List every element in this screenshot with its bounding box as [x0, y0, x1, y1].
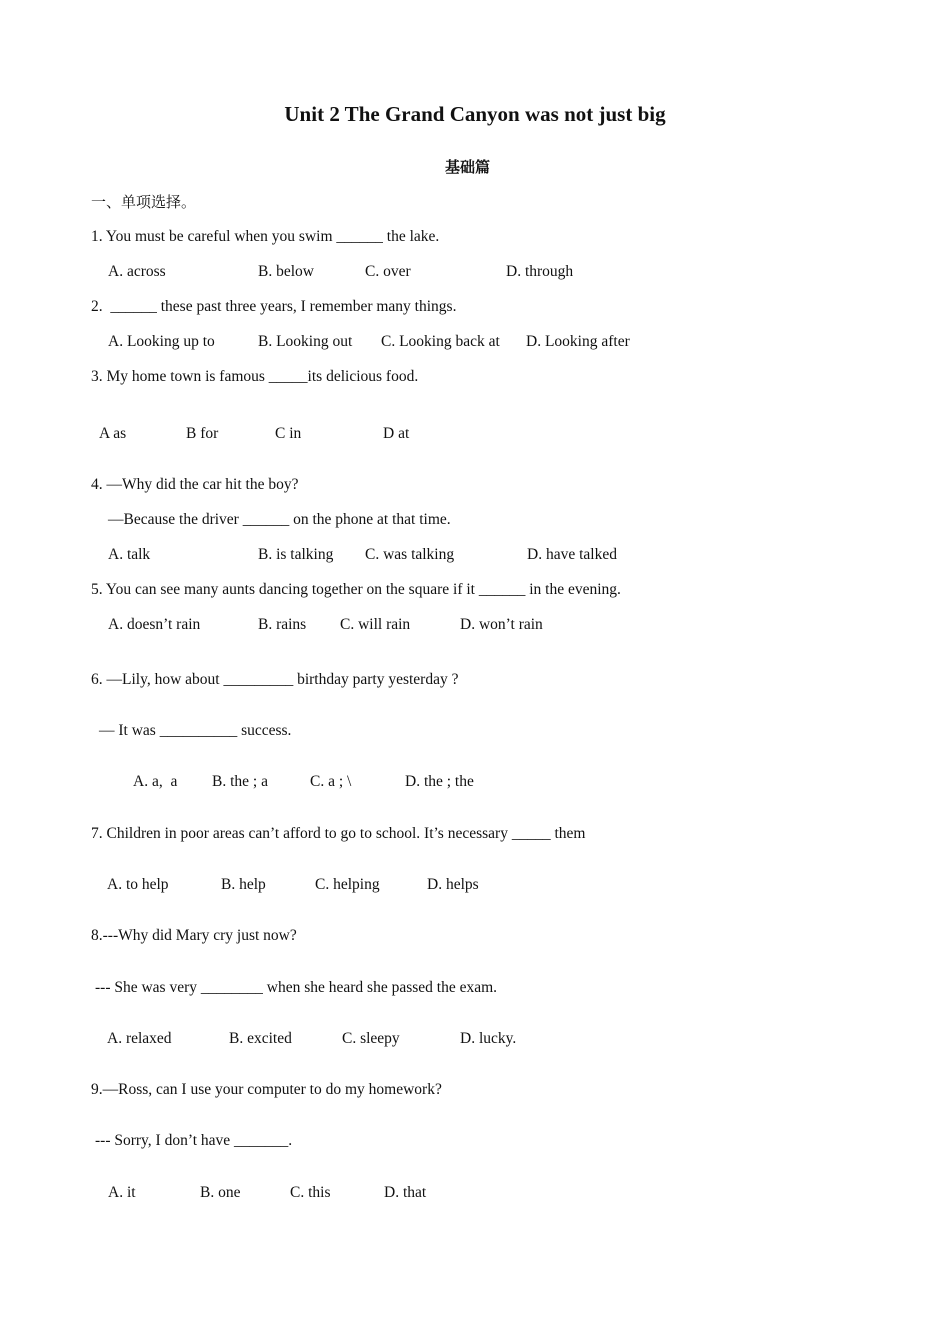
question-6-stem-reply: — It was __________ success. — [99, 722, 292, 739]
question-2-option-b: B. Looking out — [258, 333, 353, 350]
question-7-option-a: A. to help — [107, 876, 169, 893]
question-5-option-d: D. won’t rain — [460, 616, 543, 633]
question-7-option-b: B. help — [221, 876, 266, 893]
question-3-option-a: A as — [99, 425, 127, 442]
question-6-option-b: B. the ; a — [212, 773, 268, 790]
question-9-option-c: C. this — [290, 1184, 331, 1201]
question-9-stem: 9.—Ross, can I use your computer to do my homework? — [91, 1081, 442, 1098]
question-6-option-a: A. a, a — [133, 773, 178, 790]
question-4-stem: 4. —Why did the car hit the boy? — [91, 476, 299, 493]
question-8-option-d: D. lucky. — [460, 1030, 517, 1047]
question-4-option-a: A. talk — [108, 546, 151, 563]
question-5-option-b: B. rains — [258, 616, 307, 633]
question-6-option-d: D. the ; the — [405, 773, 474, 790]
question-4-option-b: B. is talking — [258, 546, 334, 563]
question-1-option-c: C. over — [365, 263, 411, 280]
question-3-stem: 3. My home town is famous _____its delicious food. — [91, 368, 419, 385]
question-9-option-b: B. one — [200, 1184, 241, 1201]
question-9-option-d: D. that — [384, 1184, 427, 1201]
question-8-option-a: A. relaxed — [107, 1030, 172, 1047]
question-5-option-a: A. doesn’t rain — [108, 616, 201, 633]
question-2-option-a: A. Looking up to — [108, 333, 215, 350]
question-6-stem: 6. —Lily, how about _________ birthday party yesterday ? — [91, 671, 459, 688]
question-2-option-c: C. Looking back at — [381, 333, 500, 350]
question-5-stem: 5. You can see many aunts dancing together on the square if it ______ in the evening. — [91, 581, 621, 598]
question-4-stem-reply: —Because the driver ______ on the phone at that time. — [108, 511, 451, 528]
question-6-option-c: C. a ; \ — [310, 773, 352, 790]
question-1-option-b: B. below — [258, 263, 314, 280]
question-2-option-d: D. Looking after — [526, 333, 630, 350]
question-8-stem-reply: --- She was very ________ when she heard she passed the exam. — [95, 979, 498, 996]
document-title: Unit 2 The Grand Canyon was not just big — [284, 102, 666, 126]
question-3-option-b: B for — [186, 425, 219, 442]
question-8-stem: 8.---Why did Mary cry just now? — [91, 927, 297, 944]
question-7-stem: 7. Children in poor areas can’t afford to go to school. It’s necessary _____ them — [91, 825, 586, 842]
question-8-option-c: C. sleepy — [342, 1030, 400, 1047]
section-heading: 一、单项选择。 — [91, 193, 197, 211]
question-1-option-d: D. through — [506, 263, 574, 280]
question-7-option-c: C. helping — [315, 876, 380, 893]
question-2-stem: 2. ______ these past three years, I remember many things. — [91, 298, 457, 315]
question-9-stem-reply: --- Sorry, I don’t have _______. — [95, 1132, 293, 1149]
question-3-option-c: C in — [275, 425, 302, 442]
question-4-option-d: D. have talked — [527, 546, 617, 563]
question-9-option-a: A. it — [108, 1184, 136, 1201]
question-3-option-d: D at — [383, 425, 410, 442]
question-1-stem: 1. You must be careful when you swim ______ the lake. — [91, 228, 440, 245]
question-8-option-b: B. excited — [229, 1030, 292, 1047]
question-7-option-d: D. helps — [427, 876, 479, 893]
section-subtitle: 基础篇 — [444, 158, 490, 176]
question-5-option-c: C. will rain — [340, 616, 411, 633]
question-4-option-c: C. was talking — [365, 546, 455, 563]
question-1-option-a: A. across — [108, 263, 166, 280]
